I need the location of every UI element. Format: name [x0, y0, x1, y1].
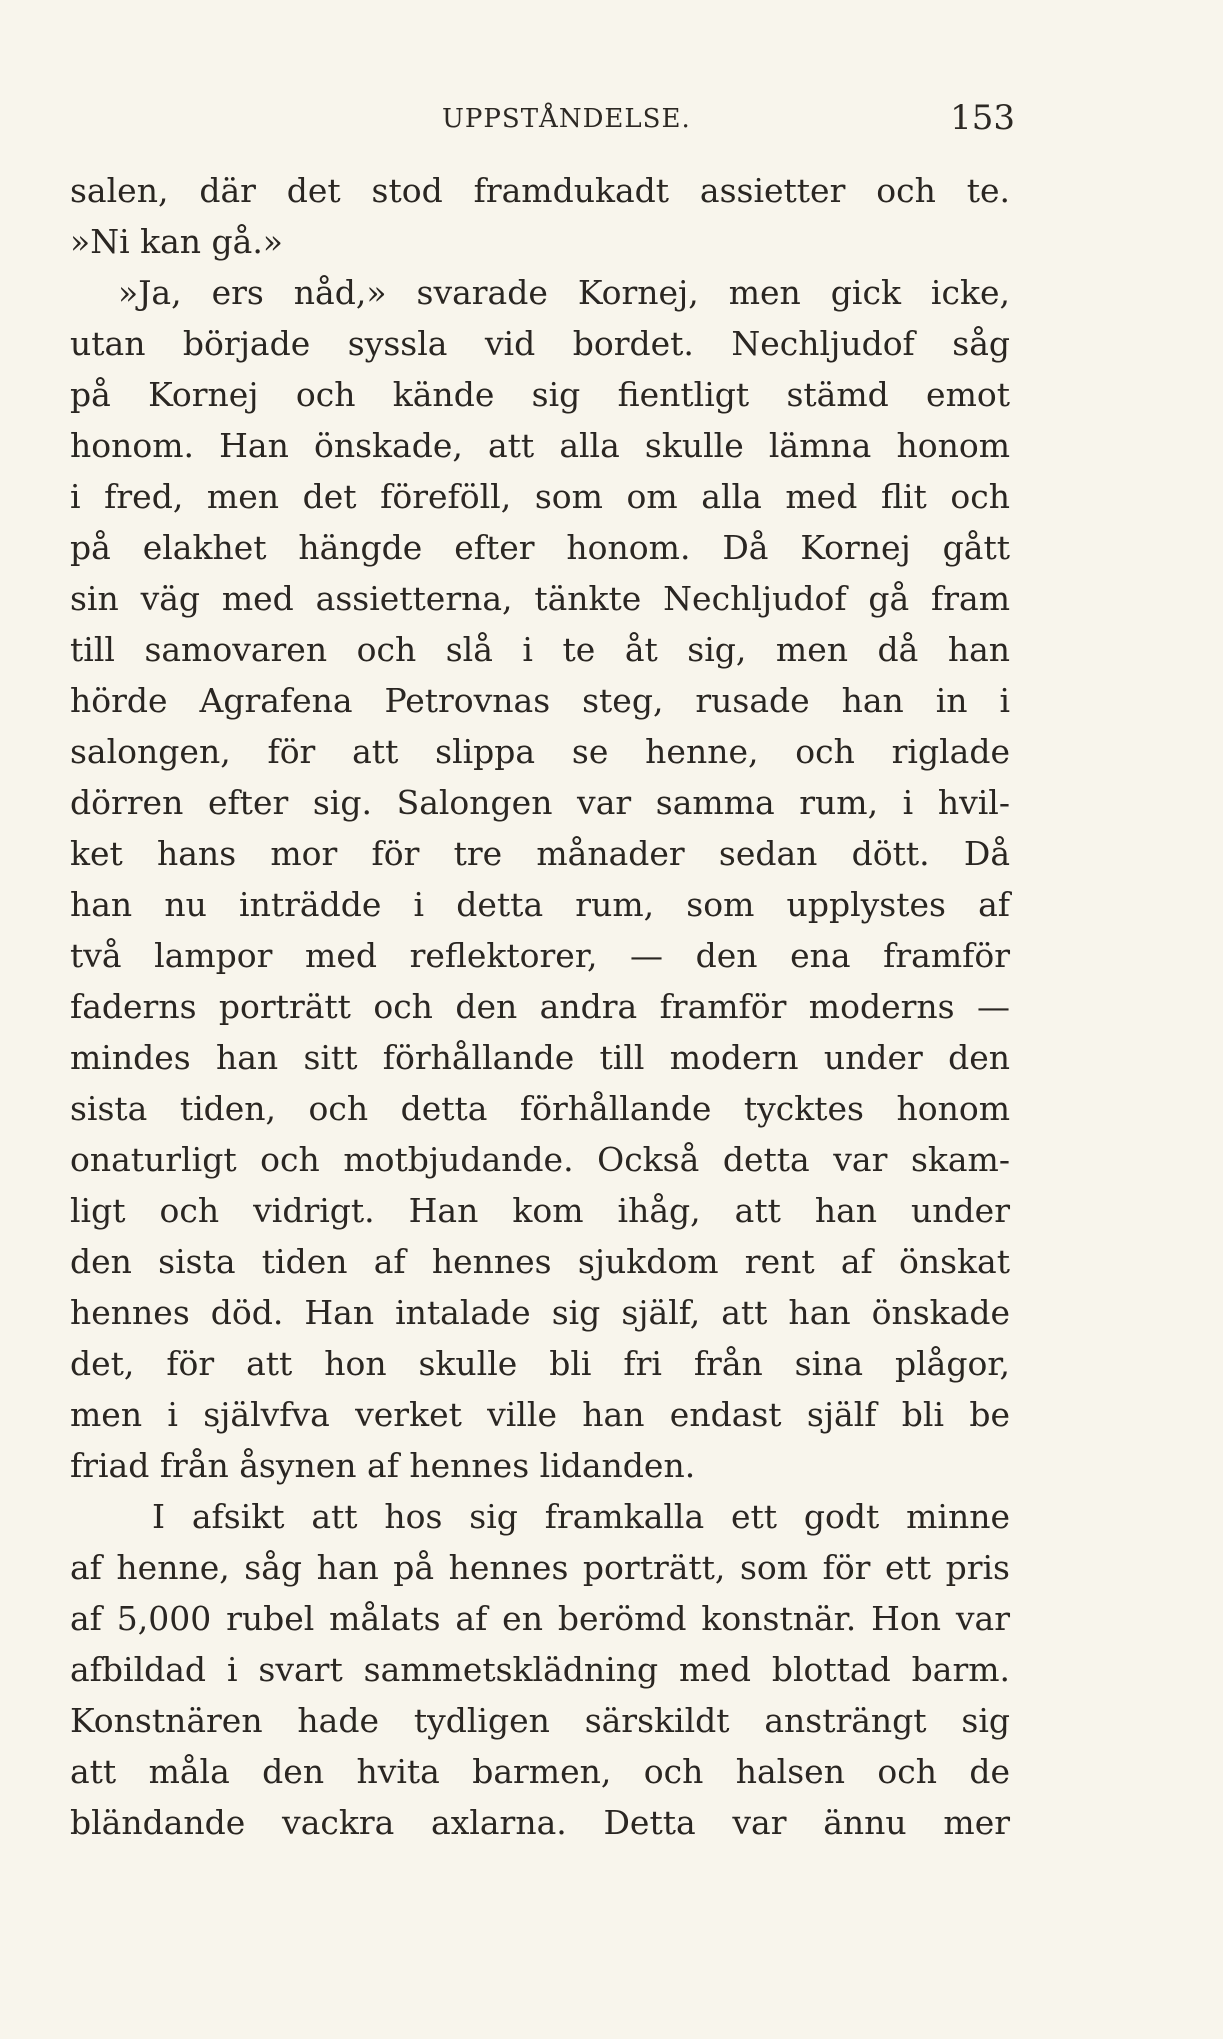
- text-line-2: »Ni kan gå.»: [70, 222, 284, 261]
- text-line-8: på elakhet hängde efter honom. Då Kornej gått: [70, 528, 1010, 567]
- text-line-6: honom. Han önskade, att alla skulle lämna honom: [70, 426, 1010, 465]
- running-title: UPPSTÅNDELSE.: [442, 104, 691, 134]
- text-line-11: hörde Agrafena Petrovnas steg, rusade han in i: [70, 681, 1010, 720]
- text-line-29: af 5,000 rubel målats af en berömd konstnär. Hon var: [70, 1599, 1010, 1638]
- text-line-14: ket hans mor för tre månader sedan dött. Då: [70, 834, 1010, 873]
- text-line-1: salen, där det stod framdukadt assietter och te.: [70, 171, 1010, 210]
- page-header: [70, 100, 1015, 150]
- text-line-12: salongen, för att slippa se henne, och riglade: [70, 732, 1010, 771]
- text-line-4: utan började syssla vid bordet. Nechljudof såg: [70, 324, 1010, 363]
- text-line-20: onaturligt och motbjudande. Också detta var skam-: [70, 1140, 1010, 1179]
- text-line-19: sista tiden, och detta förhållande tycktes honom: [70, 1089, 1010, 1128]
- text-line-3: »Ja, ers nåd,» svarade Kornej, men gick icke,: [118, 273, 1010, 312]
- text-line-9: sin väg med assietterna, tänkte Nechljudof gå fram: [70, 579, 1010, 618]
- text-line-21: ligt och vidrigt. Han kom ihåg, att han under: [70, 1191, 1010, 1230]
- text-line-18: mindes han sitt förhållande till modern under den: [70, 1038, 1010, 1077]
- text-line-25: men i självfva verket ville han endast själf bli be: [70, 1395, 1010, 1434]
- text-line-5: på Kornej och kände sig fientligt stämd emot: [70, 375, 1010, 414]
- text-line-31: Konstnären hade tydligen särskildt ansträngt sig: [70, 1701, 1010, 1740]
- text-line-24: det, för att hon skulle bli fri från sina plågor,: [70, 1344, 1010, 1383]
- text-line-15: han nu inträdde i detta rum, som upplystes af: [70, 885, 1010, 924]
- text-line-13: dörren efter sig. Salongen var samma rum, i hvil-: [70, 783, 1010, 822]
- body-text: [70, 165, 1010, 1848]
- text-line-27: I afsikt att hos sig framkalla ett godt minne: [152, 1497, 1010, 1536]
- text-line-32: att måla den hvita barmen, och halsen och de: [70, 1752, 1010, 1791]
- text-line-17: faderns porträtt och den andra framför moderns —: [70, 987, 1010, 1026]
- text-line-30: afbildad i svart sammetsklädning med blottad barm.: [70, 1650, 1010, 1689]
- text-line-16: två lampor med reflektorer, — den ena framför: [70, 936, 1010, 975]
- text-line-33: bländande vackra axlarna. Detta var ännu mer: [70, 1803, 1010, 1842]
- text-line-22: den sista tiden af hennes sjukdom rent af önskat: [70, 1242, 1010, 1281]
- text-line-23: hennes död. Han intalade sig själf, att han önskade: [70, 1293, 1010, 1332]
- text-line-10: till samovaren och slå i te åt sig, men då han: [70, 630, 1010, 669]
- text-line-26: friad från åsynen af hennes lidanden.: [70, 1446, 696, 1485]
- text-line-28: af henne, såg han på hennes porträtt, som för ett pris: [70, 1548, 1010, 1587]
- page-number: 153: [950, 98, 1015, 138]
- text-line-7: i fred, men det föreföll, som om alla med flit och: [70, 477, 1010, 516]
